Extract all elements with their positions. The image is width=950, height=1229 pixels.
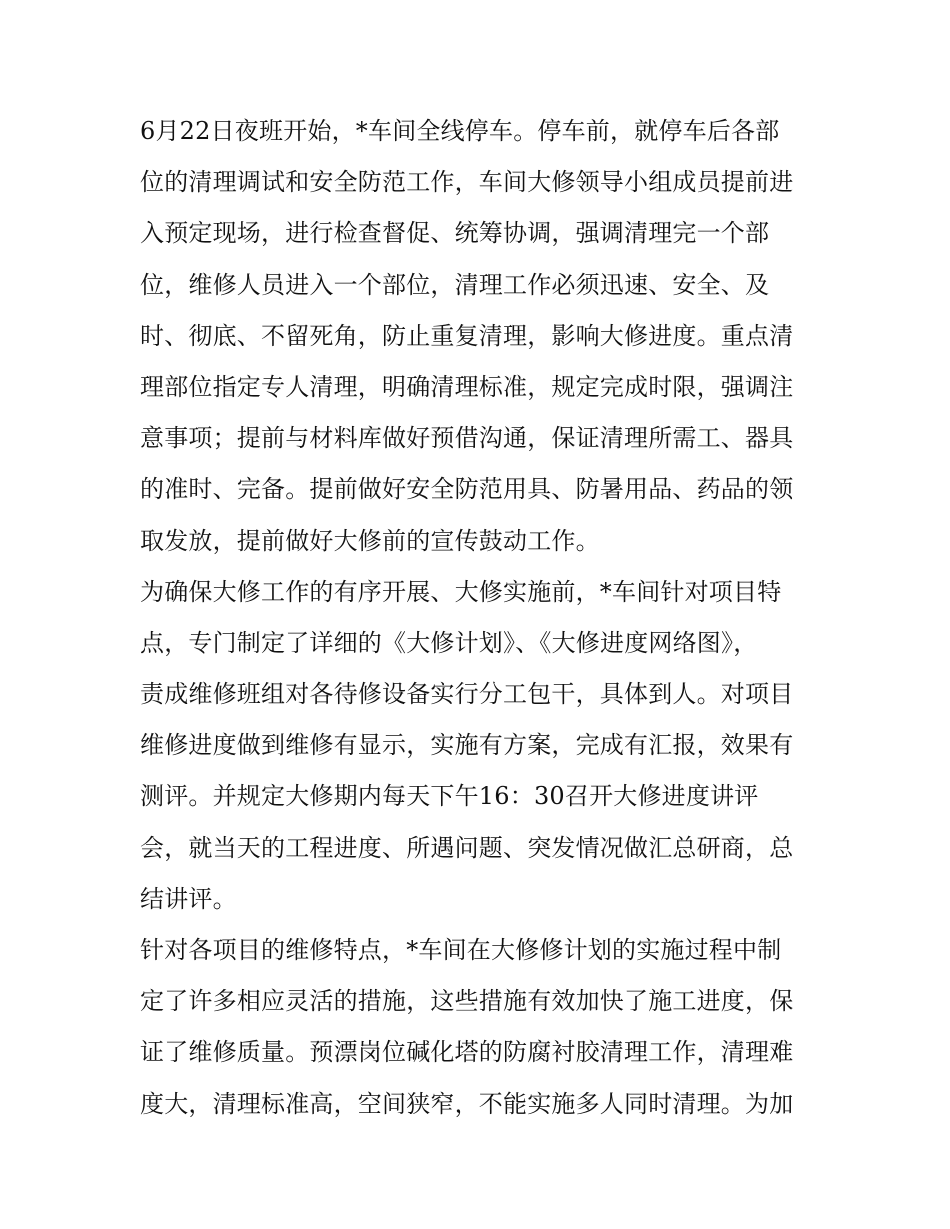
text-line: 理部位指定专人清理，明确清理标准，规定完成时限，强调注 [140,372,794,401]
text-line: 位，维修人员进入一个部位，清理工作必须迅速、安全、及 [140,270,770,299]
text-line: 时、彻底、不留死角，防止重复清理，影响大修进度。重点清 [140,321,794,350]
text-line: 测评。并规定大修期内每天下午16：30召开大修进度讲评 [140,782,759,811]
text-line: 定了许多相应灵活的措施，这些措施有效加快了施工进度，保 [140,987,794,1016]
text-line: 会，就当天的工程进度、所遇问题、突发情况做汇总研商，总 [140,833,794,862]
text-line: 证了维修质量。预漂岗位碱化塔的防腐衬胶清理工作，清理难 [140,1038,794,1067]
text-line: 结讲评。 [140,884,237,913]
text-line: 6月22日夜班开始，*车间全线停车。停车前，就停车后各部 [140,117,780,145]
text-line: 针对各项目的维修特点，*车间在大修修计划的实施过程中制 [140,936,782,964]
text-line: 度大，清理标准高，空间狭窄，不能实施多人同时清理。为加 [140,1089,794,1118]
text-line: 位的清理调试和安全防范工作，车间大修领导小组成员提前进 [140,168,794,197]
text-line: 的准时、完备。提前做好安全防范用具、防暑用品、药品的领 [140,475,794,504]
text-line: 点，专门制定了详细的《大修计划》、《大修进度网络图》， [140,628,758,657]
text-line: 维修进度做到维修有显示，实施有方案，完成有汇报，效果有 [140,731,794,760]
document-body [140,106,820,1130]
text-line: 意事项；提前与材料库做好预借沟通，保证清理所需工、器具 [140,424,794,453]
text-line: 入预定现场，进行检查督促、统筹协调，强调清理完一个部 [140,219,770,248]
text-line: 为确保大修工作的有序开展、大修实施前，*车间针对项目特 [140,577,782,606]
text-line: 取发放，提前做好大修前的宣传鼓动工作。 [140,526,600,555]
text-line: 责成维修班组对各待修设备实行分工包干，具体到人。对项目 [140,680,794,709]
